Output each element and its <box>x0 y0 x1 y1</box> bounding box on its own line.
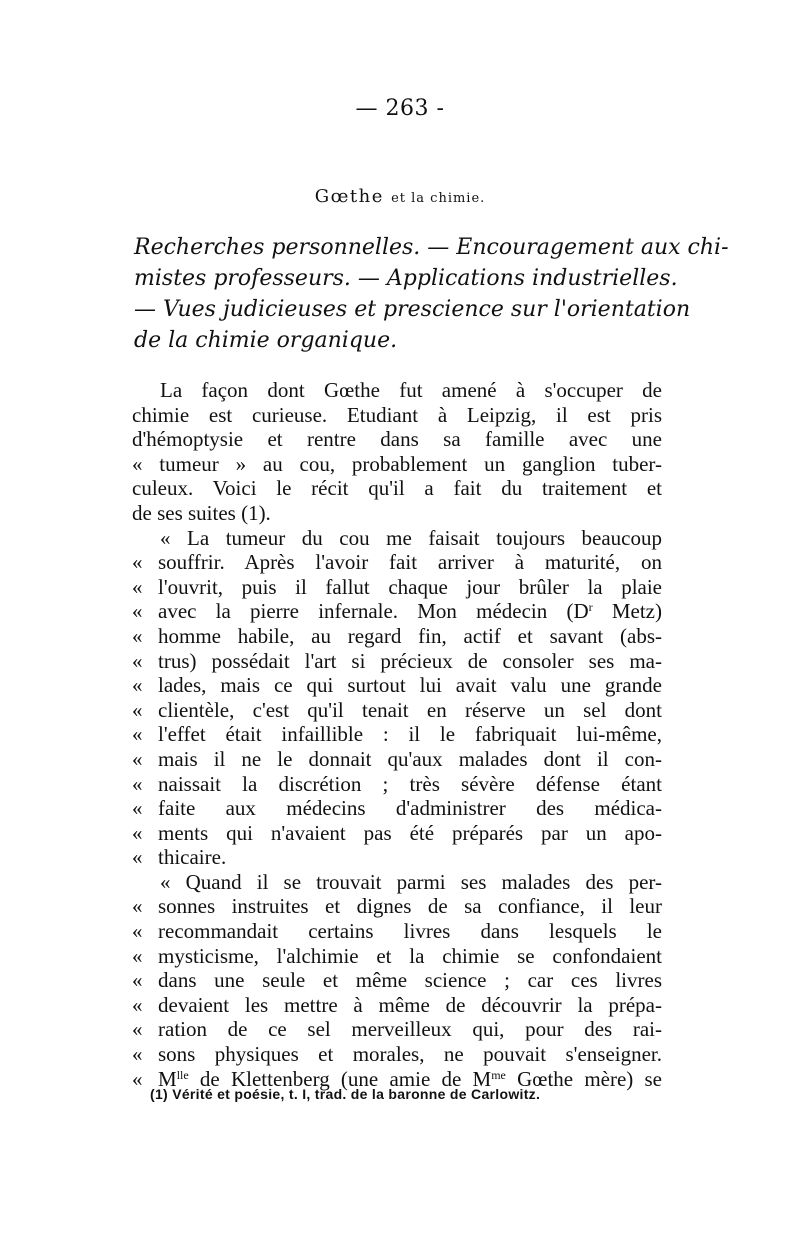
chapter-title-word1: Gœthe <box>314 186 384 207</box>
quote-mark: « <box>132 820 143 845</box>
quote-mark: « <box>132 919 143 944</box>
text-line: La façon dont Gœthe fut amené à s'occuper de <box>160 378 662 402</box>
text-line: « mais il ne le donnait qu'aux malades dont il con- <box>132 746 662 771</box>
text-line: « La tumeur du cou me faisait toujours beaucoup <box>160 525 662 550</box>
text-line: de ses suites (1). <box>132 500 271 525</box>
text-line: « homme habile, au regard fin, actif et savant (abs- <box>132 623 662 648</box>
summary-line: de la chimie organique. <box>134 328 398 353</box>
chapter-summary <box>134 232 729 356</box>
text-line: « $M^{lle}$ de Klettenberg (une amie de $M^{me}$ Gœthe mère) se <box>132 1066 662 1091</box>
quote-mark: « <box>132 968 143 993</box>
quote-mark: « <box>132 746 143 771</box>
quoted-block <box>132 550 662 870</box>
text-line: « dans une seule et même science ; car ces livres <box>132 968 662 993</box>
text-line: d'hémoptysie et rentre dans sa famille avec une <box>132 427 662 452</box>
quoted-block <box>132 894 662 1091</box>
text-line: « l'ouvrit, puis il fallut chaque jour brûler la plaie <box>132 574 662 599</box>
summary-line: mistes professeurs. — Applications industrielles. <box>134 266 678 291</box>
text-line: « avec la pierre infernale. Mon médecin ($D^r$ Metz) <box>132 599 662 624</box>
text-line: « l'effet était infaillible : il le fabriquait lui-même, <box>132 722 662 747</box>
quote-mark: « <box>132 673 143 698</box>
superscript: lle <box>176 1067 189 1082</box>
text-line: « Quand il se trouvait parmi ses malades des per- <box>160 869 662 894</box>
chapter-title <box>0 186 800 207</box>
quote-mark: « <box>132 771 143 796</box>
body-text <box>132 378 662 1091</box>
quote-mark: « <box>132 1017 143 1042</box>
quote-mark: « <box>132 648 143 673</box>
quote-mark: « <box>132 845 143 870</box>
text-line: « sons physiques et morales, ne pouvait s'enseigner. <box>132 1042 662 1067</box>
quote-mark: « <box>132 1042 143 1067</box>
text-line: « mysticisme, l'alchimie et la chimie se confondaient <box>132 943 662 968</box>
text-line: « tumeur » au cou, probablement un ganglion tuber- <box>132 451 662 476</box>
quote-mark: « <box>132 992 143 1017</box>
text-line: « clientèle, c'est qu'il tenait en réserve un sel dont <box>132 697 662 722</box>
text-line: « souffrir. Après l'avoir fait arriver à maturité, on <box>132 550 662 575</box>
quote-mark: « <box>132 550 143 575</box>
quote-mark: « <box>132 574 143 599</box>
text-line: culeux. Voici le récit qu'il a fait du traitement et <box>132 476 662 501</box>
text-line: « naissait la discrétion ; très sévère défense étant <box>132 771 662 796</box>
text-line: « ration de ce sel merveilleux qui, pour des rai- <box>132 1017 662 1042</box>
text-line: « faite aux médecins d'administrer des médica- <box>132 796 662 821</box>
quote-mark: « <box>132 697 143 722</box>
summary-line: — Vues judicieuses et prescience sur l'orientation <box>134 297 691 322</box>
text-line: « recommandait certains livres dans lesquels le <box>132 919 662 944</box>
text-line: « lades, mais ce qui surtout lui avait valu une grande <box>132 673 662 698</box>
footnote: (1) Vérité et poésie, t. I, trad. de la baronne de Carlowitz. <box>150 1086 541 1102</box>
text-line: « sonnes instruites et dignes de sa confiance, il leur <box>132 894 662 919</box>
text-line: « devaient les mettre à même de découvrir la prépa- <box>132 992 662 1017</box>
quote-mark: « <box>132 894 143 919</box>
quote-mark: « <box>132 1066 143 1091</box>
text-line: « trus) possédait l'art si précieux de consoler ses ma- <box>132 648 662 673</box>
quote-mark: « <box>132 623 143 648</box>
page-number: — 263 - <box>355 96 445 121</box>
quote-mark: « <box>132 796 143 821</box>
quote-mark: « <box>132 599 143 624</box>
quote-mark: « <box>132 943 143 968</box>
superscript: r <box>588 600 593 615</box>
quote-mark: « <box>132 722 143 747</box>
text-line: « thicaire. <box>132 845 227 870</box>
superscript: me <box>491 1067 506 1082</box>
text-line: « ments qui n'avaient pas été préparés par un apo- <box>132 820 662 845</box>
summary-line: Recherches personnelles. — Encouragement aux chi- <box>134 235 729 260</box>
chapter-title-rest: et la chimie. <box>391 191 486 206</box>
text-line: chimie est curieuse. Etudiant à Leipzig, il est pris <box>132 402 662 427</box>
